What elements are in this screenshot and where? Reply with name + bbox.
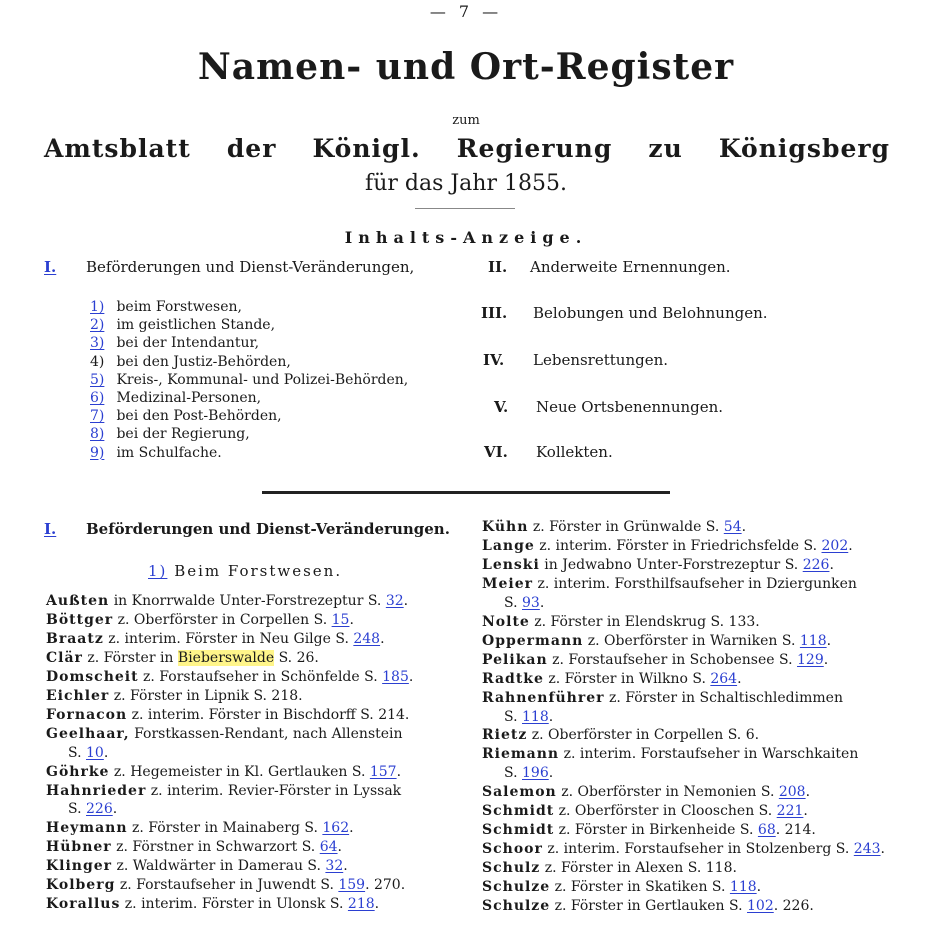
toc-entry-title: Anderweite Ernennungen. <box>530 258 731 276</box>
toc-entry-IV <box>483 351 668 369</box>
register-entry <box>46 687 466 706</box>
entry-tail: . <box>823 651 829 668</box>
register-entry <box>46 876 466 895</box>
entry-text: z. interim. Revier-Förster in Lyssak <box>150 782 402 799</box>
page-link[interactable]: 93 <box>522 594 540 611</box>
entry-text: z. Förster in Alexen S. 118. <box>544 860 737 877</box>
subtitle-word: Amtsblatt <box>44 134 191 163</box>
entry-tail: . <box>349 611 354 628</box>
toc-entry-title: Lebensrettungen. <box>533 351 669 369</box>
entry-tail: . <box>103 744 109 761</box>
register-entry <box>482 878 902 897</box>
entry-name: Braatz <box>46 630 104 647</box>
toc-subitem-number: 4) <box>90 353 105 370</box>
entry-name: Schmidt <box>482 803 555 820</box>
entry-text: z. Oberförster in Corpellen S. <box>117 611 332 628</box>
entry-name: Böttger <box>46 611 114 628</box>
entry-text: z. Oberförster in Clooschen S. <box>558 803 777 820</box>
entry-name: Eichler <box>46 687 110 704</box>
page-link[interactable]: 10 <box>86 744 104 761</box>
entry-name: Kühn <box>482 519 529 535</box>
entry-text: S. <box>504 594 522 611</box>
toc-subitem <box>90 316 408 334</box>
page-link[interactable]: 221 <box>776 803 804 820</box>
toc-subitem <box>90 389 408 407</box>
entry-text: S. <box>504 708 522 725</box>
toc-roman-link[interactable]: I. <box>44 258 57 276</box>
register-entry <box>482 556 902 575</box>
page-link[interactable]: 68 <box>757 822 776 839</box>
page-link[interactable]: 54 <box>723 519 742 535</box>
toc-entry-III <box>481 304 768 322</box>
toc-subitem <box>90 298 408 316</box>
entry-name: Klinger <box>46 858 113 875</box>
page-link[interactable]: 15 <box>331 611 350 628</box>
page-link[interactable]: 118 <box>729 879 757 896</box>
entry-tail: . <box>826 632 832 649</box>
entry-text: z. interim. Förster in Neu Gilge S. <box>108 630 354 647</box>
highlighted-place: Bieberswalde <box>177 649 275 666</box>
register-entry <box>482 613 902 632</box>
entry-text: z. Förster in Skatiken S. <box>554 879 730 896</box>
toc-subitem-text: Kreis-, Kommunal- und Polizei-Behörden, <box>116 371 409 388</box>
entry-name: Salemon <box>482 784 557 801</box>
toc-subitem-link[interactable]: 5) <box>90 371 105 388</box>
entry-tail: . <box>805 784 811 801</box>
register-column-right <box>482 518 902 916</box>
register-entry <box>46 725 466 744</box>
register-entry <box>482 859 902 878</box>
toc-roman: V. <box>494 398 509 416</box>
register-entry <box>482 745 902 764</box>
entry-name: Pelikan <box>482 651 548 668</box>
page-link[interactable]: 162 <box>322 820 350 837</box>
entry-text: z. Oberförster in Nemonien S. <box>561 784 779 801</box>
page-link[interactable]: 196 <box>522 765 549 782</box>
entry-text: z. interim. Forstaufseher in Warschkaiten <box>563 746 859 763</box>
entry-text: z. Hegemeister in Kl. Gertlauken S. <box>113 763 370 780</box>
entry-tail: . <box>403 593 409 609</box>
entry-tail: . <box>880 841 885 858</box>
entry-text: z. Forstaufseher in Schobensee S. <box>552 651 798 668</box>
subsection-number-link[interactable]: 1) <box>148 562 168 580</box>
toc-subitem-text: bei der Intendantur, <box>116 335 260 352</box>
entry-name: Clär <box>46 649 83 666</box>
subtitle-word: zu <box>648 134 683 163</box>
register-entry-continuation <box>46 744 466 763</box>
register-entry <box>482 689 902 708</box>
toc-entry-V <box>494 398 723 416</box>
entry-text: z. interim. Forsthilfsaufseher in Dziergunken <box>537 575 857 592</box>
toc-subitem-text: Medizinal-Personen, <box>116 390 262 407</box>
entry-text: z. interim. Förster in Ulonsk S. <box>124 896 348 913</box>
register-entry <box>46 763 466 782</box>
entry-text: z. Oberförster in Corpellen S. 6. <box>531 727 760 744</box>
entry-tail: . <box>337 839 342 856</box>
toc-subitem <box>90 353 408 371</box>
entry-text: z. Förstner in Schwarzort S. <box>116 839 320 856</box>
toc-subitem-link[interactable]: 1) <box>90 299 105 315</box>
register-entry <box>482 840 902 859</box>
entry-name: Lenski <box>482 556 540 573</box>
toc-roman: IV. <box>483 351 505 369</box>
entry-tail: . <box>343 858 348 875</box>
register-entry-continuation <box>46 800 466 819</box>
entry-tail: . <box>349 820 354 837</box>
toc-subitem <box>90 444 408 462</box>
entry-name: Schoor <box>482 841 543 858</box>
entry-text: S. <box>504 765 522 782</box>
register-entry <box>482 897 902 916</box>
section-divider <box>262 491 670 494</box>
entry-name: Radtke <box>482 670 544 687</box>
entry-text: z. Forstaufseher in Schönfelde S. <box>143 668 383 685</box>
page-link[interactable]: 159 <box>338 877 366 894</box>
entry-name: Riemann <box>482 746 560 763</box>
page-link[interactable]: 243 <box>853 841 881 858</box>
page-link[interactable]: 226 <box>86 801 113 818</box>
toc-subitem-link[interactable]: 6) <box>90 390 105 407</box>
toc-subitem-link[interactable]: 3) <box>90 335 105 352</box>
toc-entry-I <box>44 258 414 276</box>
entry-name: Außten <box>46 593 110 609</box>
entry-text: z. interim. Förster in Friedrichsfelde S. <box>539 537 822 554</box>
entry-tail: . <box>741 519 747 535</box>
toc-entry-title: Kollekten. <box>536 443 613 461</box>
entry-text: z. interim. Forstaufseher in Stolzenberg S. <box>547 841 854 858</box>
toc-sublist <box>90 298 408 462</box>
entry-tail: . <box>408 668 414 685</box>
register-entry <box>46 611 466 630</box>
entry-name: Schulze <box>482 898 551 915</box>
entry-text: z. interim. Förster in Bischdorff S. 214. <box>131 706 410 723</box>
register-entry <box>482 802 902 821</box>
entry-text: S. <box>68 744 86 761</box>
entry-text: z. Förster in Elendskrug S. 133. <box>534 613 760 630</box>
entry-tail: . <box>539 594 545 611</box>
register-entry <box>46 706 466 725</box>
entry-tail: . <box>737 670 742 687</box>
page-link[interactable]: 129 <box>797 651 824 668</box>
page-link[interactable]: 118 <box>799 632 827 649</box>
entry-tail: . 270. <box>365 877 406 894</box>
toc-roman: VI. <box>484 443 508 461</box>
entry-tail: . 214. <box>775 822 816 839</box>
entry-text: in Jedwabno Unter-Forstrezeptur S. <box>544 556 803 573</box>
toc-entry-II <box>488 258 731 276</box>
register-entry <box>46 782 466 801</box>
register-entry <box>46 838 466 857</box>
toc-roman: III. <box>481 304 508 322</box>
subsection-title: Beim Forstwesen. <box>174 562 343 580</box>
subtitle-word: Königsberg <box>718 134 890 163</box>
toc-entry-title: Neue Ortsbenennungen. <box>536 398 724 416</box>
entry-tail: . <box>374 896 380 913</box>
entry-name: Schmidt <box>482 822 555 839</box>
register-entry-continuation <box>482 594 902 613</box>
entry-name: Schulze <box>482 879 551 896</box>
toc-subitem-text: bei den Post-Behörden, <box>116 408 282 425</box>
entry-name: Meier <box>482 575 534 592</box>
page-title: Namen- und Ort-Register <box>197 46 735 88</box>
entry-name: Rahnenführer <box>482 689 605 706</box>
toc-subitem <box>90 425 408 443</box>
entry-text: in Knorrwalde Unter-Forstrezeptur S. <box>113 593 386 609</box>
toc-subitem <box>90 371 408 389</box>
entry-text: z. Förster in Gertlauken S. <box>554 898 748 915</box>
entry-text: z. Förster in Lipnik S. 218. <box>113 687 303 704</box>
entry-text: z. Förster in Schaltischledimmen <box>608 689 843 706</box>
register-entry <box>482 651 902 670</box>
entry-name: Lange <box>482 537 535 554</box>
toc-subitem-link[interactable]: 9) <box>90 444 105 461</box>
entry-name: Domscheit <box>46 668 139 685</box>
register-column-left <box>46 592 466 914</box>
toc-subitem-text: im Schulfache. <box>116 444 222 461</box>
toc-subitem <box>90 407 408 425</box>
entry-tail: . <box>829 556 834 573</box>
toc-subitem-link[interactable]: 8) <box>90 426 105 443</box>
register-entry <box>46 592 466 611</box>
entry-text: z. Waldwärter in Damerau S. <box>116 858 326 875</box>
page-link[interactable]: 226 <box>802 556 830 573</box>
page-link[interactable]: 248 <box>353 630 381 647</box>
entry-text: S. <box>68 801 86 818</box>
entry-tail: . <box>848 537 853 554</box>
register-entry <box>482 518 902 537</box>
entry-text: z. Förster in Wilkno S. <box>548 670 711 687</box>
toc-subitem-text: im geistlichen Stande, <box>116 317 276 334</box>
subtitle-word: der <box>226 134 277 163</box>
entry-name: Geelhaar, <box>46 725 130 742</box>
title-connector: zum <box>452 113 480 128</box>
entry-text: Forstkassen-Rendant, nach Allenstein <box>134 725 403 742</box>
section-heading <box>44 520 450 538</box>
toc-subitem-text: beim Forstwesen, <box>116 299 242 315</box>
entry-tail: . <box>380 630 385 647</box>
subtitle <box>44 134 890 163</box>
toc-entry-title: Belobungen und Belohnungen. <box>533 304 768 322</box>
page-number: — 7 — <box>429 2 503 21</box>
page-link[interactable]: 264 <box>710 670 738 687</box>
page-link[interactable]: 157 <box>369 763 397 780</box>
page-link[interactable]: 202 <box>821 537 849 554</box>
entry-name: Göhrke <box>46 763 110 780</box>
decorative-divider <box>415 208 515 209</box>
section-roman-link[interactable]: I. <box>44 520 57 538</box>
toc-roman: II. <box>488 258 508 276</box>
register-entry-continuation <box>482 764 902 783</box>
toc-entry-title: Beförderungen und Dienst-Veränderungen, <box>86 258 415 276</box>
register-entry <box>482 537 902 556</box>
register-entry <box>46 649 466 668</box>
register-entry <box>46 895 466 914</box>
entry-name: Rietz <box>482 727 528 744</box>
page-link[interactable]: 218 <box>347 896 375 913</box>
entry-text: z. Förster in <box>87 649 178 666</box>
entry-tail: . 226. <box>773 898 814 915</box>
entry-name: Kolberg <box>46 877 116 894</box>
page-link[interactable]: 118 <box>522 708 549 725</box>
page-link[interactable]: 64 <box>319 839 338 856</box>
entry-tail: . <box>803 803 808 820</box>
entry-name: Korallus <box>46 896 121 913</box>
page-link[interactable]: 102 <box>747 898 774 915</box>
entry-text: z. Oberförster in Warniken S. <box>587 632 800 649</box>
entry-name: Schulz <box>482 860 541 877</box>
page-link[interactable]: 32 <box>385 593 404 609</box>
entry-tail: . <box>548 708 554 725</box>
entry-text: z. Förster in Birkenheide S. <box>558 822 758 839</box>
entry-text: z. Forstaufseher in Juwendt S. <box>119 877 339 894</box>
entry-text: z. Förster in Grünwalde S. <box>532 519 724 535</box>
subsection-heading <box>148 562 342 580</box>
entry-tail: . <box>112 801 118 818</box>
register-entry <box>482 726 902 745</box>
entry-tail: . <box>756 879 762 896</box>
entry-name: Fornacon <box>46 706 128 723</box>
entry-text: S. 26. <box>274 649 319 666</box>
toc-subitem <box>90 334 408 352</box>
page-link[interactable]: 208 <box>778 784 806 801</box>
page-link[interactable]: 32 <box>325 858 344 875</box>
toc-subitem-text: bei den Justiz-Behörden, <box>116 353 291 370</box>
register-entry <box>482 575 902 594</box>
register-entry <box>482 632 902 651</box>
register-entry <box>46 819 466 838</box>
subtitle-word: Regierung <box>456 134 613 163</box>
year-line: für das Jahr 1855. <box>365 171 567 196</box>
register-entry <box>482 821 902 840</box>
subtitle-word: Königl. <box>312 134 421 163</box>
toc-subitem-link[interactable]: 2) <box>90 317 105 334</box>
toc-heading: Inhalts-Anzeige. <box>344 228 588 247</box>
entry-name: Hübner <box>46 839 112 856</box>
entry-text: z. Förster in Mainaberg S. <box>131 820 323 837</box>
page-link[interactable]: 185 <box>382 668 409 685</box>
entry-name: Heymann <box>46 820 128 837</box>
entry-name: Oppermann <box>482 632 584 649</box>
register-entry <box>46 668 466 687</box>
entry-tail: . <box>548 765 554 782</box>
toc-subitem-text: bei der Regierung, <box>116 426 250 443</box>
register-entry <box>482 783 902 802</box>
register-entry <box>482 670 902 689</box>
toc-entry-VI <box>484 443 613 461</box>
entry-tail: . <box>396 763 402 780</box>
register-entry <box>46 857 466 876</box>
entry-name: Nolte <box>482 613 530 630</box>
toc-subitem-link[interactable]: 7) <box>90 408 105 425</box>
section-title: Beförderungen und Dienst-Veränderungen. <box>86 520 450 538</box>
register-entry-continuation <box>482 708 902 727</box>
register-entry <box>46 630 466 649</box>
entry-name: Hahnrieder <box>46 782 147 799</box>
